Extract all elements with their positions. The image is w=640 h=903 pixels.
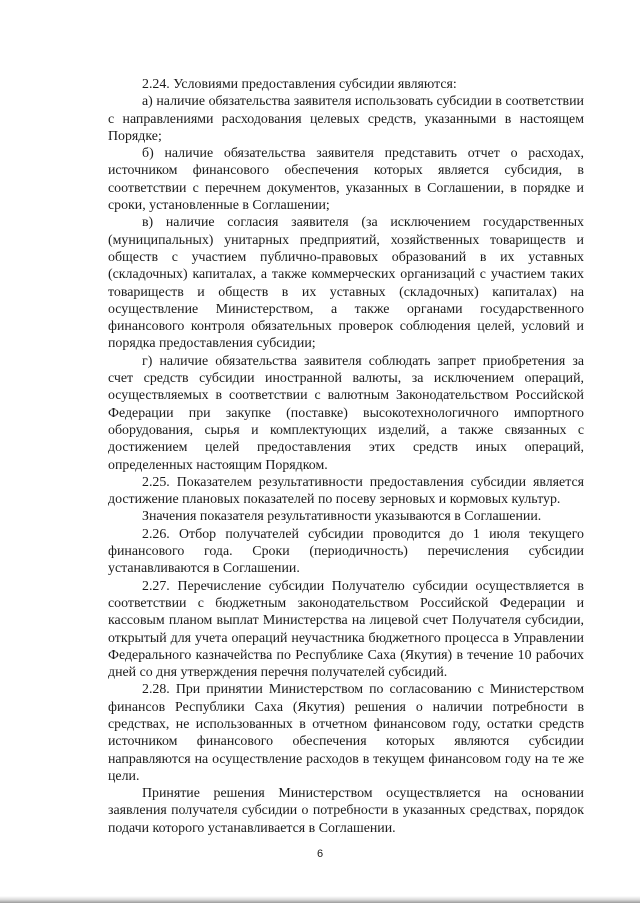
paragraph-2-28: 2.28. При принятии Министерством по согласованию с Министерством финансов Республики Саха (Якутия) решения о наличии потребности в средствах, не использованных в отчетном финансовом году, остатки средств источником финансового обеспечения которых являются субсидии направляются на осуществление расходов в текущем финансовом году на те же цели.	[108, 682, 584, 784]
scan-edge-shadow	[0, 896, 640, 903]
document-body	[108, 76, 584, 837]
paragraph-indicator-values: Значения показателя результативности указываются в Соглашении.	[142, 509, 542, 525]
paragraph-2-25: 2.25. Показателем результативности предоставления субсидии является достижение плановых показателей по посеву зерновых и кормовых культур.	[108, 474, 584, 508]
paragraph-condition-g: г) наличие обязательства заявителя соблюдать запрет приобретения за счет средств субсидии иностранной валюты, за исключением операций, осуществляемых в соответствии с валютным Законодательством Российской Федерации при закупке (поставке) высокотехнологичного импортного оборудования, сырья и комплектующих изделий, а также связанных с достижением целей предоставления этих средств иных операций, определенных настоящим Порядком.	[108, 353, 584, 473]
paragraph-2-24: 2.24. Условиями предоставления субсидии являются:	[142, 77, 457, 92]
paragraph-decision: Принятие решения Министерством осуществляется на основании заявления получателя субсидии о потребности в указанных средствах, порядок подачи которого устанавливается в Соглашении.	[108, 786, 584, 836]
paragraph-condition-b: б) наличие обязательства заявителя представить отчет о расходах, источником финансового обеспечения которых является субсидия, в соответствии с перечнем документов, указанных в Соглашении, в порядке и сроки, установленные в Соглашении;	[108, 146, 584, 214]
page-number: 6	[316, 848, 324, 860]
paragraph-condition-v: в) наличие согласия заявителя (за исключением государственных (муниципальных) унитарных предприятий, хозяйственных товариществ и обществ с участием публично-правовых образований в их уставных (складочных) капиталах, а также коммерческих организаций с участием таких товариществ и обществ в их уставных (складочных) капиталах) на осуществление Министерством, а также органами государственного финансового контроля обязательных проверок соблюдения целей, условий и порядка предоставления субсидии;	[108, 215, 584, 352]
paragraph-2-27: 2.27. Перечисление субсидии Получателю субсидии осуществляется в соответствии с бюджетным законодательством Российской Федерации и кассовым планом выплат Министерства на лицевой счет Получателя субсидии, открытый для учета операций неучастника бюджетного процесса в Управлении Федерального казначейства по Республике Саха (Якутия) в течение 10 рабочих дней со дня утверждения перечня получателей субсидий.	[108, 578, 584, 681]
paragraph-2-26: 2.26. Отбор получателей субсидии проводится до 1 июля текущего финансового года. Сроки (периодичность) перечисления субсидии устанавливаются в Соглашении.	[108, 526, 584, 577]
paragraph-condition-a: а) наличие обязательства заявителя использовать субсидии в соответствии с направлениями расходования целевых средств, указанными в настоящем Порядке;	[108, 94, 584, 144]
